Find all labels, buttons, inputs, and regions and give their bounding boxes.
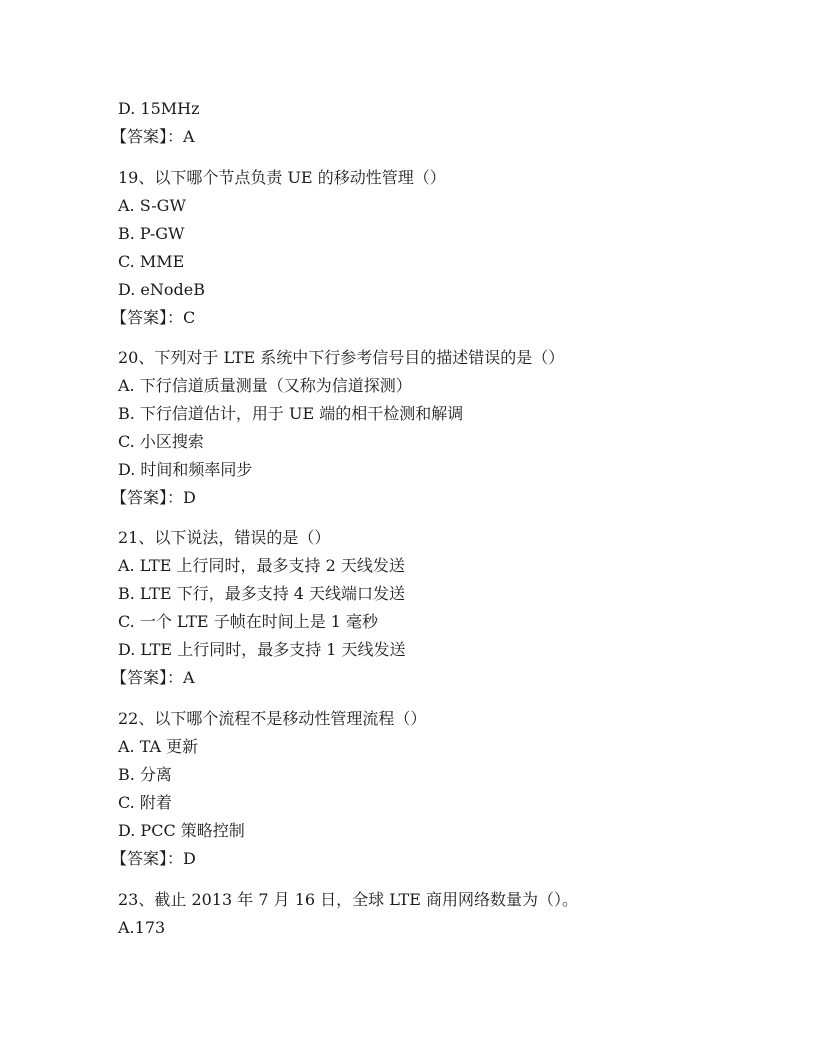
q21-option-d: D. LTE 上行同时，最多支持 1 天线发送 <box>118 640 406 659</box>
q19-question: 19、以下哪个节点负责 UE 的移动性管理（） <box>118 168 446 187</box>
q21-question: 21、以下说法，错误的是（） <box>118 528 331 547</box>
q21-option-c: C. 一个 LTE 子帧在时间上是 1 毫秒 <box>118 612 379 631</box>
q20-question: 20、下列对于 LTE 系统中下行参考信号目的描述错误的是（） <box>118 348 565 367</box>
q22-option-c: C. 附着 <box>118 793 172 812</box>
q22-option-b: B. 分离 <box>118 765 172 784</box>
q18-answer: 【答案】：A <box>111 127 195 146</box>
q20-answer: 【答案】：D <box>111 488 196 507</box>
q21-option-b: B. LTE 下行，最多支持 4 天线端口发送 <box>118 584 406 603</box>
q19-option-d: D. eNodeB <box>118 280 205 299</box>
q21-option-a: A. LTE 上行同时，最多支持 2 天线发送 <box>118 556 405 575</box>
q22-question: 22、以下哪个流程不是移动性管理流程（） <box>118 709 427 728</box>
q18-option-d: D. 15MHz <box>118 99 200 118</box>
q19-option-b: B. P-GW <box>118 224 185 243</box>
q22-option-d: D. PCC 策略控制 <box>118 821 245 840</box>
q20-option-b: B. 下行信道估计，用于 UE 端的相干检测和解调 <box>118 404 464 423</box>
q21-answer: 【答案】：A <box>111 668 195 687</box>
q23-option-a: A.173 <box>118 918 166 937</box>
q19-option-a: A. S-GW <box>118 196 186 215</box>
q19-option-c: C. MME <box>118 252 185 271</box>
q20-option-c: C. 小区搜索 <box>118 432 204 451</box>
q19-answer: 【答案】：C <box>111 308 196 327</box>
q23-question: 23、截止 2013 年 7 月 16 日，全球 LTE 商用网络数量为（）。 <box>118 890 578 909</box>
q22-answer: 【答案】：D <box>111 849 196 868</box>
q20-option-d: D. 时间和频率同步 <box>118 460 253 479</box>
q22-option-a: A. TA 更新 <box>118 737 199 756</box>
q20-option-a: A. 下行信道质量测量（又称为信道探测） <box>118 376 412 395</box>
